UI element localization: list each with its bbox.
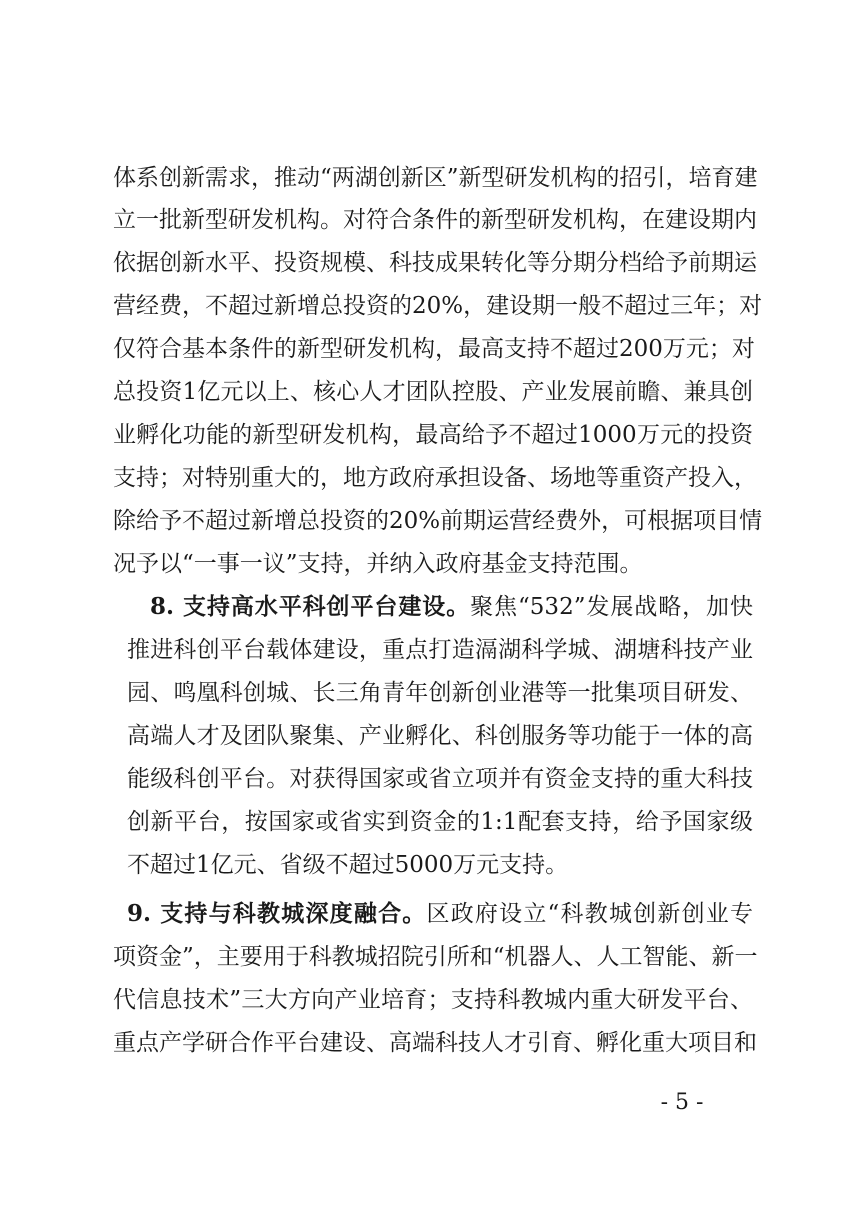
item-8-first-line-text: 聚焦“532”发展战略，加快 xyxy=(470,594,753,620)
paragraph-2-line-4: 高端人才及团队聚集、产业孵化、科创服务等功能于一体的高 xyxy=(127,723,753,749)
paragraph-1-line-6: 总投资1亿元以上、核心人才团队控股、产业发展前瞻、兼具创 xyxy=(113,379,753,405)
item-9-first-line-text: 区政府设立“科教城创新创业专 xyxy=(426,901,753,927)
paragraph-2-line-3: 园、鸣凰科创城、长三角青年创新创业港等一批集项目研发、 xyxy=(127,680,753,706)
page-number: - 5 - xyxy=(660,1090,704,1115)
paragraph-1-line-3: 依据创新水平、投资规模、科技成果转化等分期分档给予前期运 xyxy=(113,250,757,276)
paragraph-2-first-line xyxy=(150,592,753,622)
paragraph-1-line-8: 支持；对特别重大的，地方政府承担设备、场地等重资产投入， xyxy=(113,465,757,491)
paragraph-1-line-1: 体系创新需求，推动“两湖创新区”新型研发机构的招引，培育建 xyxy=(113,165,758,191)
item-8-heading: 8. 支持高水平科创平台建设。 xyxy=(150,593,471,620)
paragraph-3-line-2: 项资金”，主要用于科教城招院引所和“机器人、人工智能、新一 xyxy=(113,944,758,970)
paragraph-2-line-7: 不超过1亿元、省级不超过5000万元支持。 xyxy=(127,852,569,878)
paragraph-2-line-6: 创新平台，按国家或省实到资金的1:1配套支持，给予国家级 xyxy=(127,809,753,835)
paragraph-1-line-9: 除给予不超过新增总投资的20%前期运营经费外，可根据项目情 xyxy=(113,508,763,534)
paragraph-2-line-5: 能级科创平台。对获得国家或省立项并有资金支持的重大科技 xyxy=(127,766,753,792)
paragraph-3-line-4: 重点产学研合作平台建设、高端科技人才引育、孵化重大项目和 xyxy=(113,1030,757,1056)
paragraph-3-line-3: 代信息技术”三大方向产业培育；支持科教城内重大研发平台、 xyxy=(113,987,753,1013)
paragraph-2-line-2: 推进科创平台载体建设，重点打造滆湖科学城、湖塘科技产业 xyxy=(127,637,753,663)
paragraph-1-line-7: 业孵化功能的新型研发机构，最高给予不超过1000万元的投资 xyxy=(113,422,753,448)
item-9-heading: 9. 支持与科教城深度融合。 xyxy=(127,900,427,927)
paragraph-3-first-line xyxy=(127,899,753,929)
paragraph-1-line-2: 立一批新型研发机构。对符合条件的新型研发机构，在建设期内 xyxy=(113,207,757,233)
paragraph-1-line-5: 仅符合基本条件的新型研发机构，最高支持不超过200万元；对 xyxy=(113,336,755,362)
paragraph-1-line-4: 营经费，不超过新增总投资的20%，建设期一般不超过三年；对 xyxy=(113,293,763,319)
paragraph-1-line-10: 况予以“一事一议”支持，并纳入政府基金支持范围。 xyxy=(113,551,643,577)
